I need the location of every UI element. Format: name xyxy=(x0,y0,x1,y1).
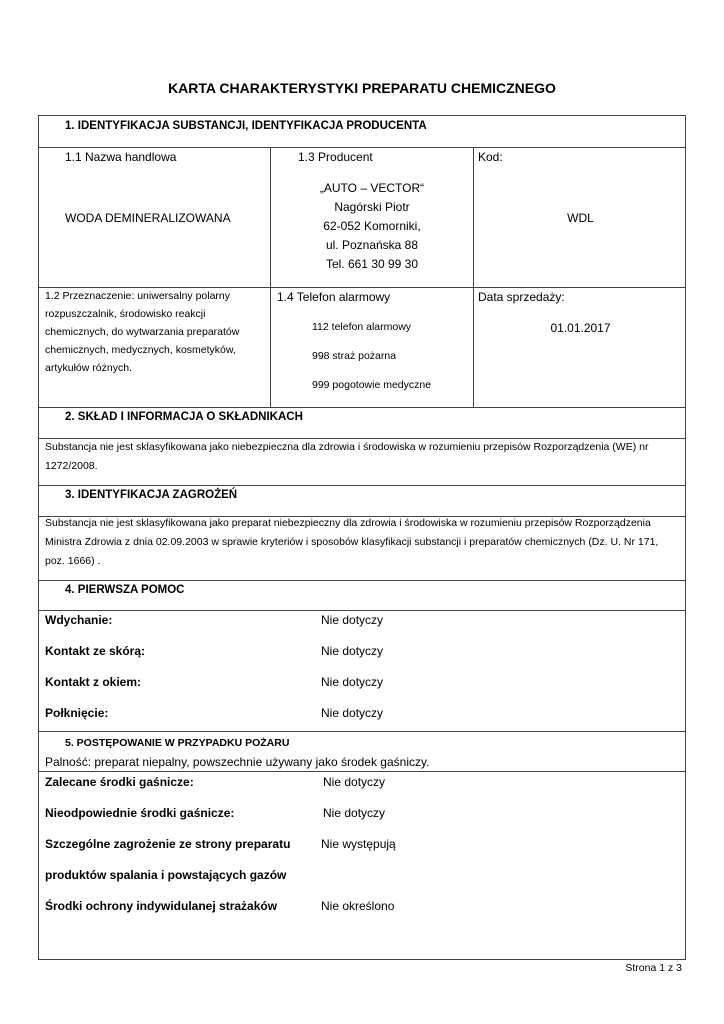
sale-date-label: Data sprzedaży: xyxy=(478,290,565,304)
fire-row-value: Nie dotyczy xyxy=(323,775,386,789)
first-aid-value: Nie dotyczy xyxy=(321,706,384,720)
purpose-line: chemicznych, do wytwarzania preparatów xyxy=(45,326,240,338)
fire-row-label: produktów spalania i powstających gazów xyxy=(45,868,287,882)
emergency-number: 998 straż pożarna xyxy=(312,350,397,362)
fire-row-label: Nieodpowiednie środki gaśnicze: xyxy=(45,806,235,820)
safety-data-sheet-table xyxy=(38,115,686,960)
code-label: Kod: xyxy=(478,150,503,164)
first-aid-value: Nie dotyczy xyxy=(321,644,384,658)
fire-row-value: Nie występują xyxy=(321,837,396,851)
emergency-number: 999 pogotowie medyczne xyxy=(312,379,432,391)
section-3-header: 3. IDENTYFIKACJA ZAGROŻEŃ xyxy=(39,485,685,517)
purpose-line: artykułów różnych. xyxy=(45,362,132,374)
producer-line: Nagórski Piotr xyxy=(334,200,410,214)
sale-date-value: 01.01.2017 xyxy=(550,321,611,335)
trade-name-label: 1.1 Nazwa handlowa xyxy=(65,150,177,164)
divider xyxy=(39,771,685,772)
first-aid-label: Kontakt z okiem: xyxy=(45,675,142,689)
fire-row-label: Zalecane środki gaśnicze: xyxy=(45,775,194,789)
producer-line: „AUTO – VECTOR“ xyxy=(319,181,425,195)
producer-line: 62-052 Komorniki, xyxy=(323,219,421,233)
producer-line: Tel. 661 30 99 30 xyxy=(325,257,419,271)
page-number: Strona 1 z 3 xyxy=(625,962,682,974)
flammability-text: Palność: preparat niepalny, powszechnie używany jako środek gaśniczy. xyxy=(45,755,430,769)
document-title: KARTA CHARAKTERYSTYKI PREPARATU CHEMICZNEGO xyxy=(168,80,556,96)
purpose-line: 1.2 Przeznaczenie: uniwersalny polarny xyxy=(45,290,231,302)
producer-label: 1.3 Producent xyxy=(298,150,373,164)
divider xyxy=(473,148,474,407)
purpose-line: chemicznych, medycznych, kosmetyków, xyxy=(45,344,236,356)
first-aid-label: Połknięcie: xyxy=(45,706,109,720)
section-3-text: Substancja nie jest sklasyfikowana jako preparat niebezpieczny dla zdrowia i środowiska w rozumieniu przepisów Rozporządzenia Ministra Zdrowia z dnia 02.09.2003 w sprawie kryteriów i sposobów klasyfikacji substancji i preparatów chemicznych (Dz. U. Nr 171, poz. 1666) . xyxy=(45,517,659,567)
code-value: WDL xyxy=(567,211,594,225)
divider xyxy=(39,731,685,732)
trade-name-value: WODA DEMINERALIZOWANA xyxy=(65,211,231,225)
first-aid-label: Kontakt ze skórą: xyxy=(45,644,146,658)
section-2-text: Substancja nie jest sklasyfikowana jako niebezpieczna dla zdrowia i środowiska w rozumieniu przepisów Rozporządzenia (WE) nr 1272/2008. xyxy=(45,441,649,472)
first-aid-value: Nie dotyczy xyxy=(321,613,384,627)
emergency-phone-label: 1.4 Telefon alarmowy xyxy=(277,290,391,304)
first-aid-label: Wdychanie: xyxy=(45,613,113,627)
fire-row-label: Środki ochrony indywidulanej strażaków xyxy=(45,899,278,913)
section-2-header: 2. SKŁAD I INFORMACJA O SKŁADNIKACH xyxy=(39,407,685,439)
fire-row-value: Nie dotyczy xyxy=(323,806,386,820)
divider xyxy=(39,287,685,288)
fire-row-value: Nie określono xyxy=(321,899,395,913)
producer-line: ul. Poznańska 88 xyxy=(325,238,419,252)
purpose-line: rozpuszczalnik, środowisko reakcji xyxy=(45,308,206,320)
section-1-header: 1. IDENTYFIKACJA SUBSTANCJI, IDENTYFIKACJA PRODUCENTA xyxy=(39,116,685,148)
fire-row-label: Szczególne zagrożenie ze strony preparatu xyxy=(45,837,291,851)
section-5-header: 5. POSTĘPOWANIE W PRZYPADKU POŻARU xyxy=(65,737,290,749)
first-aid-value: Nie dotyczy xyxy=(321,675,384,689)
section-4-header: 4. PIERWSZA POMOC xyxy=(39,580,685,611)
emergency-number: 112 telefon alarmowy xyxy=(312,321,412,333)
